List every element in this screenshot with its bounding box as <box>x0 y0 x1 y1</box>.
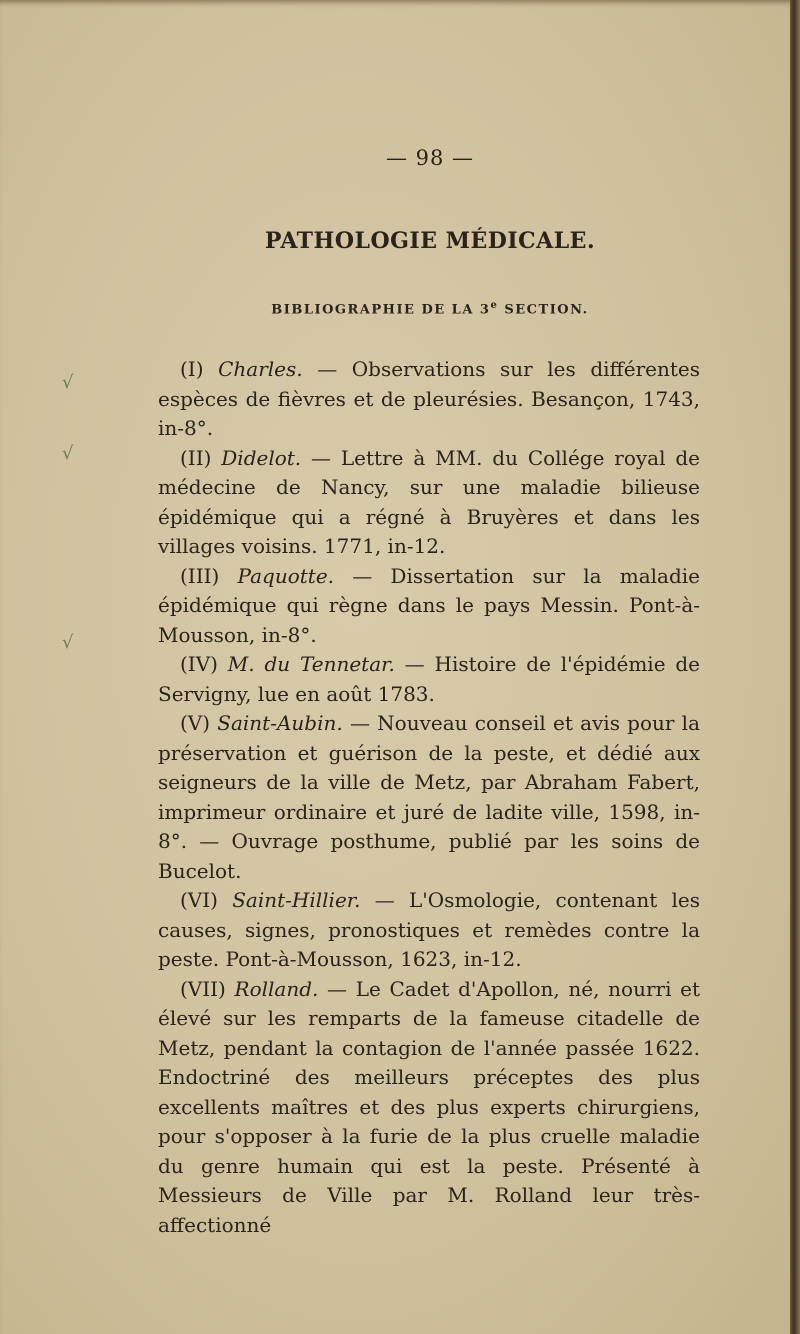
entry-author: Charles. <box>218 357 303 381</box>
section-subtitle <box>0 300 800 317</box>
entry-number: (II) <box>180 445 212 470</box>
entry-number: (IV) <box>180 652 218 676</box>
entry-text: — Lettre à MM. du Collége royal de médecine de Nancy, sur une maladie bilieuse épidémique qui a régné à Bruyères et dans les villages voisins. 1771, in-12. <box>158 445 700 558</box>
bibliography-entry <box>158 709 700 886</box>
entry-author: Paquotte. <box>237 563 335 588</box>
entry-author: Saint-Hillier. <box>232 888 361 912</box>
entry-number: (VII) <box>180 976 226 1001</box>
entry-author: M. du Tennetar. <box>227 652 395 676</box>
margin-checkmark: √ <box>62 372 74 393</box>
bibliography-entry <box>158 444 700 562</box>
entry-text: — Nouveau conseil et avis pour la préservation et guérison de la peste, et dédié aux seigneurs de la ville de Metz, par Abraham Fabert, imprimeur ordinaire et juré de ladite ville, 1598, in-8°. — Ouvrage posthume, publié par les soins de Bucelot. <box>158 711 700 883</box>
book-spine-edge <box>790 0 800 1334</box>
page-number: — 98 — <box>385 146 475 170</box>
entry-text: — Dissertation sur la maladie épidémique qui règne dans le pays Messin. Pont-à-Mousson, in-8°. <box>158 563 701 647</box>
entry-author: Saint-Aubin. <box>217 711 343 735</box>
entry-author: Didelot. <box>221 445 302 470</box>
entry-text: — Histoire de l'épidémie de Servigny, lue en août 1783. <box>158 652 700 706</box>
bibliography-entry <box>158 650 700 709</box>
entry-text: — Le Cadet d'Apollon, né, nourri et élevé sur les remparts de la fameuse citadelle de Metz, pendant la contagion de l'année passée 1622. Endoctriné des meilleurs préceptes des plus excellents maîtres et des plus experts chirurgiens, pour s'opposer à la furie de la plus cruelle maladie du genre humain qui est la peste. Présenté à Messieurs de Ville par M. Rolland leur très-affectionné <box>158 976 700 1237</box>
bibliography-entry <box>158 562 700 651</box>
entry-text: — Observations sur les différentes espèces de fièvres et de pleurésies. Besançon, 1743, in-8°. <box>158 357 701 440</box>
subtitle-text: BIBLIOGRAPHIE DE LA 3 <box>271 302 491 318</box>
margin-checkmark: √ <box>62 443 74 464</box>
entry-text: — L'Osmologie, contenant les causes, signes, pronostiques et remèdes contre la peste. Pont-à-Mousson, 1623, in-12. <box>158 888 701 971</box>
entry-number: (V) <box>180 711 211 735</box>
margin-checkmark: √ <box>62 632 74 653</box>
entry-author: Rolland. <box>234 976 319 1001</box>
bibliography-entry <box>158 886 700 975</box>
entry-number: (III) <box>180 563 220 588</box>
entry-number: (VI) <box>180 888 218 912</box>
bibliography-entry <box>158 975 700 1241</box>
subtitle-superscript: e <box>490 300 499 311</box>
entry-number: (I) <box>180 357 204 381</box>
bibliography-entry <box>158 355 700 444</box>
page-title: PATHOLOGIE MÉDICALE. <box>264 228 596 254</box>
subtitle-after: SECTION. <box>498 302 589 318</box>
bibliography-list <box>158 355 700 1240</box>
